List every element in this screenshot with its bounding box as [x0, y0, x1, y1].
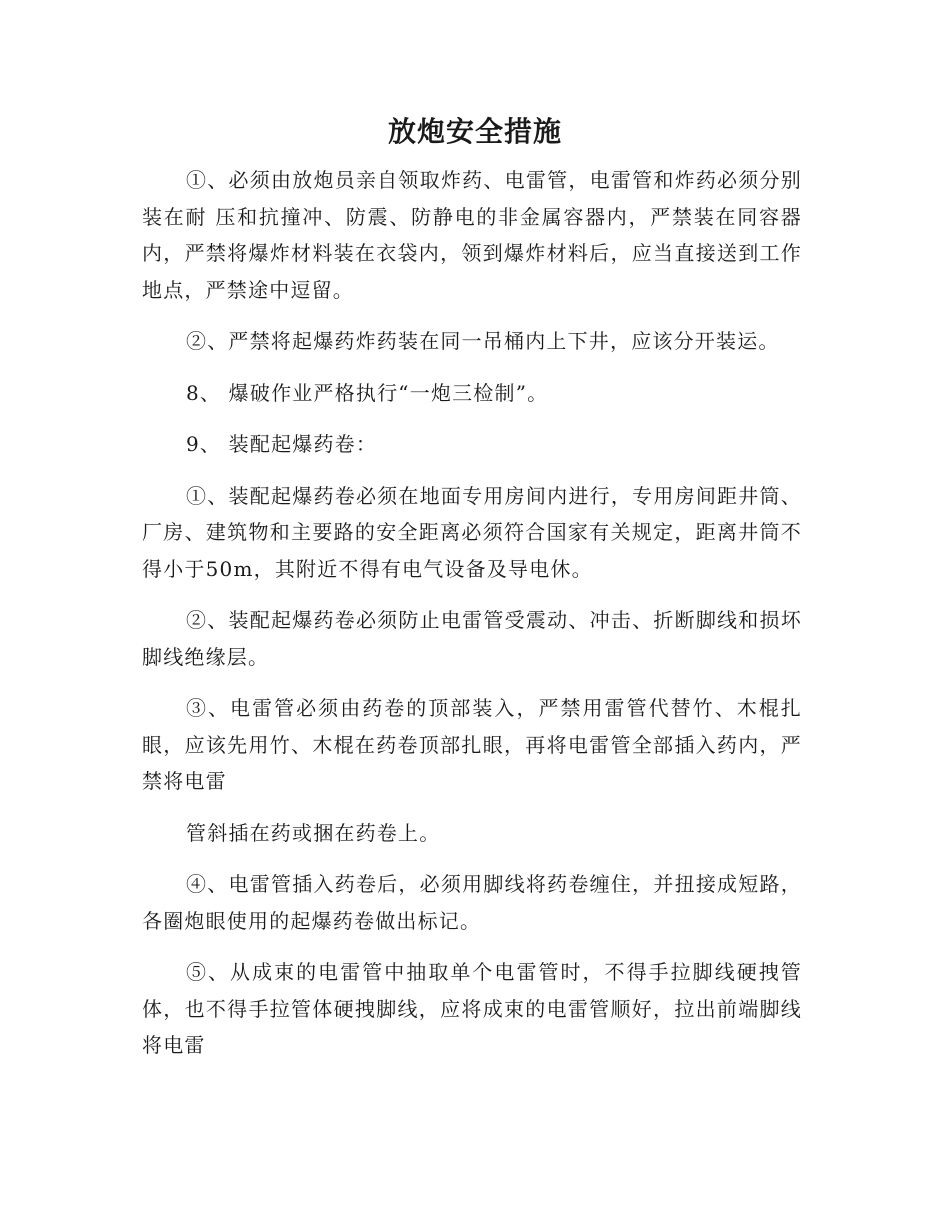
paragraph-9: ④、电雷管插入药卷后，必须用脚线将药卷缠住，并扭接成短路，各圈炮眼使用的起爆药卷做出标记。: [142, 872, 802, 933]
paragraph-8: 管斜插在药或捆在药卷上。: [186, 820, 441, 845]
paragraph-2: ②、严禁将起爆药炸药装在同一吊桶内上下井，应该分开装运。: [186, 329, 780, 353]
paragraph-4: 9、 装配起爆药卷：: [186, 432, 378, 456]
document-title: 放炮安全措施: [387, 115, 562, 148]
paragraph-5: ①、装配起爆药卷必须在地面专用房间内进行，专用房间距井筒、厂房、建筑物和主要路的安全距离必须符合国家有关规定，距离井筒不得小于50m，其附近不得有电气设备及导电休。: [142, 483, 802, 581]
paragraph-1: ①、必须由放炮员亲自领取炸药、电雷管，电雷管和炸药必须分别装在耐 压和抗撞冲、防震、防静电的非金属容器内，严禁装在同容器内，严禁将爆炸材料装在衣袋内，领到爆炸材料后，应当直接送到工作地点，严禁途中逗留。: [142, 168, 802, 302]
paragraph-6: ②、装配起爆药卷必须防止电雷管受震动、冲击、折断脚线和损坏脚线绝缘层。: [142, 608, 802, 669]
paragraph-7: ③、电雷管必须由药卷的顶部装入，严禁用雷管代替竹、木棍扎眼，应该先用竹、木棍在药卷顶部扎眼，再将电雷管全部插入药内，严禁将电雷: [142, 696, 802, 793]
paragraph-10: ⑤、从成束的电雷管中抽取单个电雷管时，不得手拉脚线硬拽管体，也不得手拉管体硬拽脚线，应将成束的电雷管顺好，拉出前端脚线将电雷: [142, 960, 802, 1057]
document-body: [142, 162, 802, 1079]
paragraph-3: 8、 爆破作业严格执行“一炮三检制”。: [186, 380, 549, 405]
